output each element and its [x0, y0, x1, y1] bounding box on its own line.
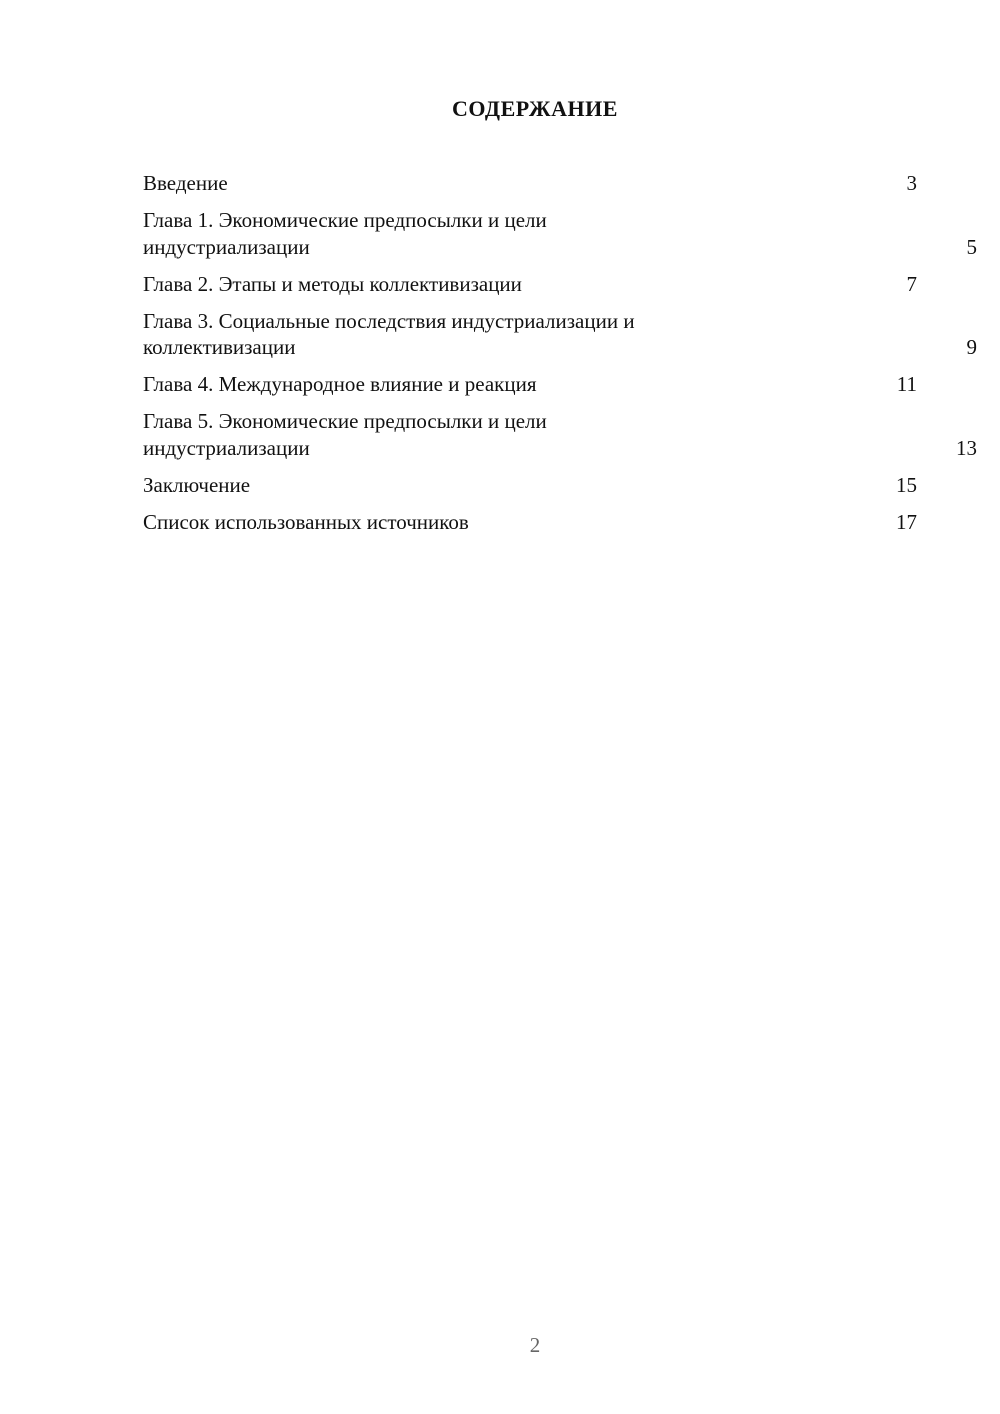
toc-entry-chapter-3 — [143, 308, 977, 361]
table-of-contents — [143, 170, 977, 546]
toc-entry-label: Список использованных источников — [143, 509, 469, 534]
page-number-footer: 2 — [529, 1333, 541, 1357]
toc-entry-conclusion — [143, 472, 919, 499]
toc-entry-chapter-2 — [143, 271, 919, 298]
toc-entry-page-number: 11 — [896, 372, 917, 396]
page-title: СОДЕРЖАНИЕ — [452, 96, 618, 121]
toc-entry-label: Глава 4. Международное влияние и реакция — [143, 372, 537, 396]
toc-entry-label: Глава 5. Экономические предпосылки и цели индустриализации — [143, 409, 547, 460]
toc-entry-chapter-1 — [143, 207, 977, 260]
toc-entry-page-number: 3 — [906, 171, 917, 195]
toc-entry-references — [143, 509, 919, 536]
toc-entry-page-number: 15 — [896, 472, 917, 497]
toc-entry-page-number: 5 — [966, 234, 977, 259]
toc-entry-chapter-4 — [143, 371, 919, 398]
toc-entry-label: Введение — [143, 171, 228, 195]
toc-entry-chapter-5 — [143, 408, 977, 461]
toc-entry-page-number: 13 — [956, 435, 977, 460]
toc-entry-label: Глава 1. Экономические предпосылки и цели индустриализации — [143, 208, 547, 259]
toc-entry-page-number: 17 — [896, 509, 917, 534]
toc-entry-page-number: 7 — [906, 271, 917, 296]
toc-entry-label: Глава 3. Социальные последствия индустриализации и коллективизации — [143, 308, 635, 359]
toc-entry-introduction — [143, 170, 919, 197]
toc-entry-page-number: 9 — [966, 335, 977, 359]
toc-entry-label: Заключение — [143, 472, 251, 497]
toc-entry-label: Глава 2. Этапы и методы коллективизации — [143, 271, 522, 296]
